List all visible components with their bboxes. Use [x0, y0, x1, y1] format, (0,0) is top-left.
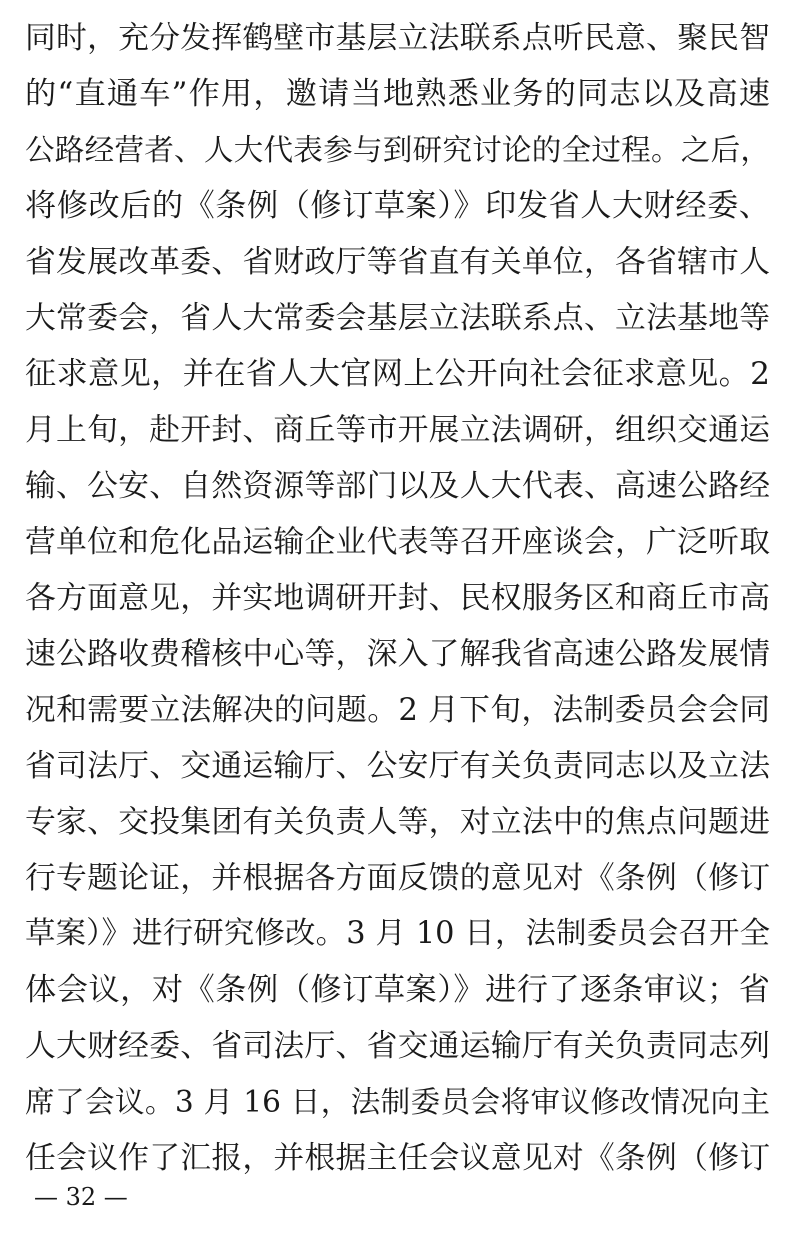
- body-text-line: 省发展改革委、省财政厅等省直有关单位，各省辖市人: [25, 244, 770, 280]
- body-text-line: 营单位和危化品运输企业代表等召开座谈会，广泛听取: [25, 524, 770, 560]
- body-text-line: 征求意见，并在省人大官网上公开向社会征求意见。2: [25, 356, 770, 392]
- body-text-line: 任会议作了汇报，并根据主任会议意见对《条例（修订: [25, 1140, 770, 1176]
- body-text-line: 输、公安、自然资源等部门以及人大代表、高速公路经: [25, 468, 770, 504]
- page-number: — 32 —: [34, 1183, 128, 1211]
- body-text-line: 速公路收费稽核中心等，深入了解我省高速公路发展情: [25, 636, 770, 672]
- body-text-line: 人大财经委、省司法厅、省交通运输厅有关负责同志列: [25, 1028, 770, 1064]
- body-text-line: 月上旬，赴开封、商丘等市开展立法调研，组织交通运: [25, 412, 770, 448]
- body-text-line: 省司法厅、交通运输厅、公安厅有关负责同志以及立法: [25, 748, 770, 784]
- body-text-line: 专家、交投集团有关负责人等，对立法中的焦点问题进: [25, 804, 770, 840]
- body-text-line: 公路经营者、人大代表参与到研究讨论的全过程。之后，: [25, 133, 770, 167]
- body-text-line: 大常委会，省人大常委会基层立法联系点、立法基地等: [25, 300, 770, 336]
- body-text-line: 席了会议。3 月 16 日，法制委员会将审议修改情况向主: [25, 1085, 770, 1119]
- body-text-line: 同时，充分发挥鹤壁市基层立法联系点听民意、聚民智: [25, 20, 770, 56]
- body-text-line: 体会议，对《条例（修订草案）》进行了逐条审议；省: [25, 972, 770, 1008]
- body-text-line: 行专题论证，并根据各方面反馈的意见对《条例（修订: [25, 860, 770, 896]
- body-text-line: 草案）》进行研究修改。3 月 10 日，法制委员会召开全: [25, 916, 770, 951]
- body-text-line: 的“直通车”作用，邀请当地熟悉业务的同志以及高速: [25, 76, 770, 112]
- body-text-line: 况和需要立法解决的问题。2 月下旬，法制委员会会同: [25, 692, 770, 728]
- body-text-line: 将修改后的《条例（修订草案）》印发省人大财经委、: [25, 188, 770, 224]
- body-text-line: 各方面意见，并实地调研开封、民权服务区和商丘市高: [25, 580, 770, 616]
